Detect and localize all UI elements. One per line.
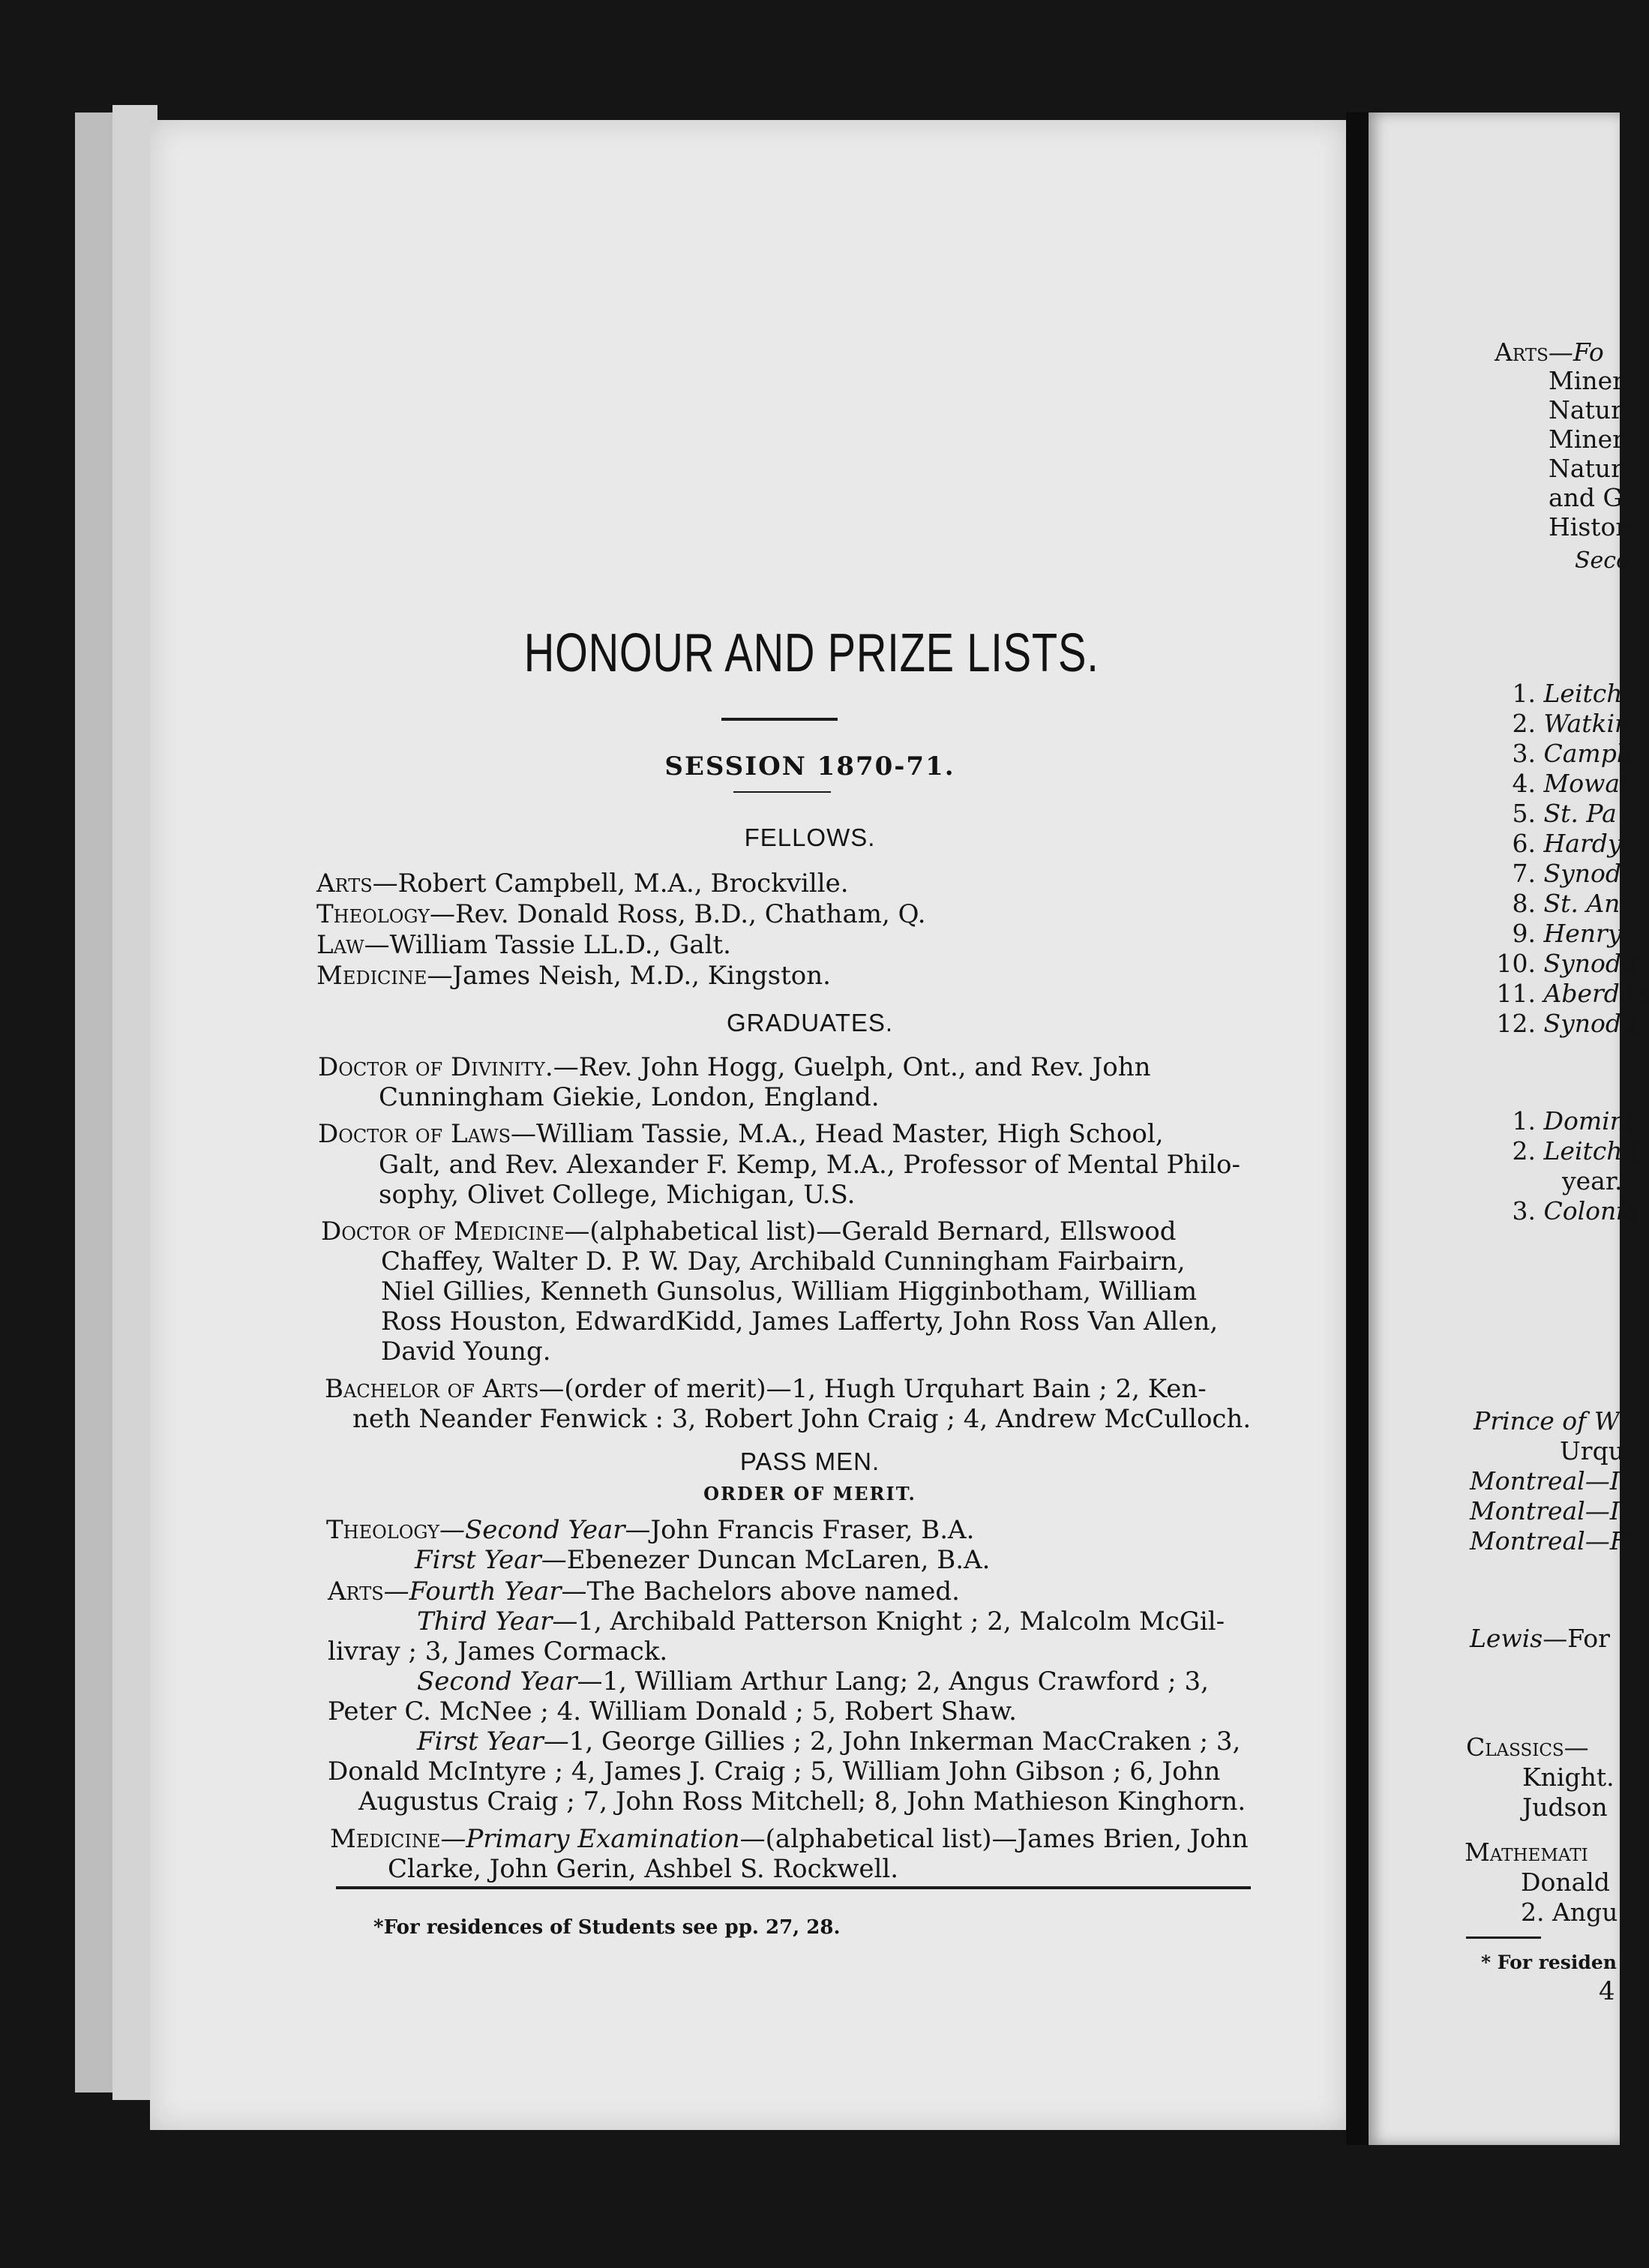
pass-arts-second-year-line-1: Second Year—1, William Arthur Lang; 2, Angus Crawford ; 3,: [417, 1666, 1209, 1696]
pass-arts-third-year-line-1: Third Year—1, Archibald Patterson Knight ; 2, Malcolm McGil-: [417, 1606, 1225, 1636]
doctor-medicine-line-1: Doctor of Medicine—(alphabetical list)—Gerald Bernard, Ellswood: [321, 1216, 1177, 1246]
pass-arts-second-year-line-2: Peter C. McNee ; 4. William Donald ; 5, Robert Shaw.: [328, 1696, 1017, 1726]
right-numbered2-item: 3. Colonia: [1512, 1196, 1639, 1226]
doctor-divinity-line-2: Cunningham Giekie, London, England.: [379, 1082, 880, 1112]
right-col-line: Natur: [1549, 395, 1623, 424]
fellow-medicine: Medicine—James Neish, M.D., Kingston.: [316, 961, 831, 991]
right-numbered2-item: 1. Domini: [1512, 1106, 1634, 1136]
right-numbered-item: 2. Watkin: [1512, 709, 1631, 738]
right-montreal: Montreal—I: [1470, 1466, 1620, 1496]
right-numbered-item: 7. Synod: [1512, 859, 1621, 888]
session-rule: [733, 791, 831, 793]
pass-arts-first-year-line-3: Augustus Craig ; 7, John Ross Mitchell; 8, John Mathieson Kinghorn.: [358, 1786, 1246, 1816]
right-numbered-item: 4. Mowat-: [1512, 769, 1639, 798]
pass-arts-third-year-line-2: livray ; 3, James Cormack.: [328, 1636, 668, 1666]
right-prince: Prince of W: [1474, 1406, 1620, 1436]
right-footnote-rule: [1466, 1936, 1541, 1939]
right-col-line: Miner: [1549, 366, 1624, 395]
right-seco: Seco: [1575, 548, 1630, 574]
right-numbered-item: 9. Henry: [1512, 919, 1622, 948]
right-col-line: Miner: [1549, 424, 1624, 454]
fellows-heading: FELLOWS.: [744, 824, 876, 851]
order-of-merit-subheading: ORDER OF MERIT.: [703, 1483, 916, 1504]
right-numbered-item: 3. Campb: [1512, 739, 1633, 768]
right-col-line: Histor: [1549, 512, 1628, 542]
right-montreal: Montreal—F: [1470, 1526, 1627, 1556]
right-classics: Classics—: [1466, 1732, 1589, 1762]
right-numbered-item: 8. St. An: [1512, 889, 1621, 918]
doctor-laws-line-3: sophy, Olivet College, Michigan, U.S.: [379, 1180, 856, 1210]
right-numbered-item: 10. Synod (: [1496, 949, 1639, 978]
pass-men-heading: PASS MEN.: [739, 1448, 880, 1475]
pass-medicine-line-2: Clarke, John Gerin, Ashbel S. Rockwell.: [388, 1854, 899, 1884]
doctor-medicine-line-3: Niel Gillies, Kenneth Gunsolus, William Higginbotham, William: [381, 1276, 1198, 1306]
fellow-arts: Arts—Robert Campbell, M.A., Brockville.: [316, 868, 849, 898]
right-mathematics: Mathemati: [1465, 1838, 1588, 1867]
book-gutter: [1346, 112, 1369, 2145]
doctor-divinity-line-1: Doctor of Divinity.—Rev. John Hogg, Guelph, Ont., and Rev. John: [318, 1052, 1151, 1082]
pass-medicine-line-1: Medicine—Primary Examination—(alphabetical list)—James Brien, John: [330, 1824, 1249, 1854]
right-math-line: 2. Angu: [1521, 1898, 1618, 1927]
pass-theology-first-year: First Year—Ebenezer Duncan McLaren, B.A.: [415, 1545, 991, 1575]
right-math-line: Donald: [1521, 1868, 1610, 1897]
footnote-rule: [336, 1886, 1251, 1889]
right-numbered-item: 6. Hardy-: [1512, 829, 1630, 858]
right-page: [1369, 112, 1649, 2145]
fellow-theology: Theology—Rev. Donald Ross, B.D., Chatham, Q.: [316, 899, 926, 929]
right-arts-line: Arts—Fo: [1495, 338, 1604, 367]
right-prince-rest: Urqu: [1560, 1436, 1624, 1466]
right-col-line: Natur: [1549, 454, 1623, 483]
right-lewis: Lewis—For: [1470, 1624, 1610, 1653]
right-page-number: 4: [1599, 1976, 1615, 2006]
session-heading: SESSION 1870-71.: [664, 752, 955, 782]
graduates-heading: GRADUATES.: [726, 1009, 894, 1036]
doctor-medicine-line-4: Ross Houston, EdwardKidd, James Lafferty, John Ross Van Allen,: [381, 1306, 1219, 1336]
right-numbered-item: 11. Aberdee: [1496, 979, 1649, 1008]
right-numbered-item: 12. Synod (: [1496, 1009, 1639, 1038]
right-numbered2-item: year.: [1562, 1166, 1623, 1196]
right-montreal: Montreal—I: [1470, 1496, 1620, 1526]
doctor-medicine-line-5: David Young.: [381, 1336, 551, 1366]
page-title: HONOUR AND PRIZE LISTS.: [523, 623, 1099, 683]
pass-arts-fourth-year: Arts—Fourth Year—The Bachelors above named.: [328, 1576, 960, 1606]
right-col-line: and G: [1549, 483, 1623, 512]
right-footnote: * For residen: [1481, 1952, 1617, 1973]
doctor-laws-line-1: Doctor of Laws—William Tassie, M.A., Head Master, High School,: [318, 1119, 1164, 1149]
pass-arts-first-year-line-2: Donald McIntyre ; 4, James J. Craig ; 5, William John Gibson ; 6, John: [328, 1756, 1221, 1786]
right-numbered-item: 1. Leitch: [1512, 679, 1623, 708]
bachelor-arts-line-1: Bachelor of Arts—(order of merit)—1, Hugh Urquhart Bain ; 2, Ken-: [325, 1374, 1207, 1404]
title-rule: [721, 718, 838, 721]
right-numbered-item: 5. St. Pa: [1512, 799, 1617, 828]
footnote: *For residences of Students see pp. 27, 28.: [373, 1916, 841, 1939]
right-classics-line: Knight.: [1522, 1762, 1615, 1792]
fellow-law: Law—William Tassie LL.D., Galt.: [316, 930, 731, 960]
doctor-laws-line-2: Galt, and Rev. Alexander F. Kemp, M.A., Professor of Mental Philo-: [379, 1150, 1240, 1180]
right-classics-line: Judson: [1522, 1792, 1608, 1822]
right-numbered2-item: 2. Leitch I: [1512, 1136, 1641, 1166]
doctor-medicine-line-2: Chaffey, Walter D. P. W. Day, Archibald Cunningham Fairbairn,: [381, 1246, 1186, 1276]
pass-theology-second-year: Theology—Second Year—John Francis Fraser, B.A.: [326, 1515, 975, 1545]
pass-arts-first-year-line-1: First Year—1, George Gillies ; 2, John Inkerman MacCraken ; 3,: [417, 1726, 1241, 1756]
bachelor-arts-line-2: neth Neander Fenwick : 3, Robert John Craig ; 4, Andrew McCulloch.: [352, 1404, 1252, 1434]
